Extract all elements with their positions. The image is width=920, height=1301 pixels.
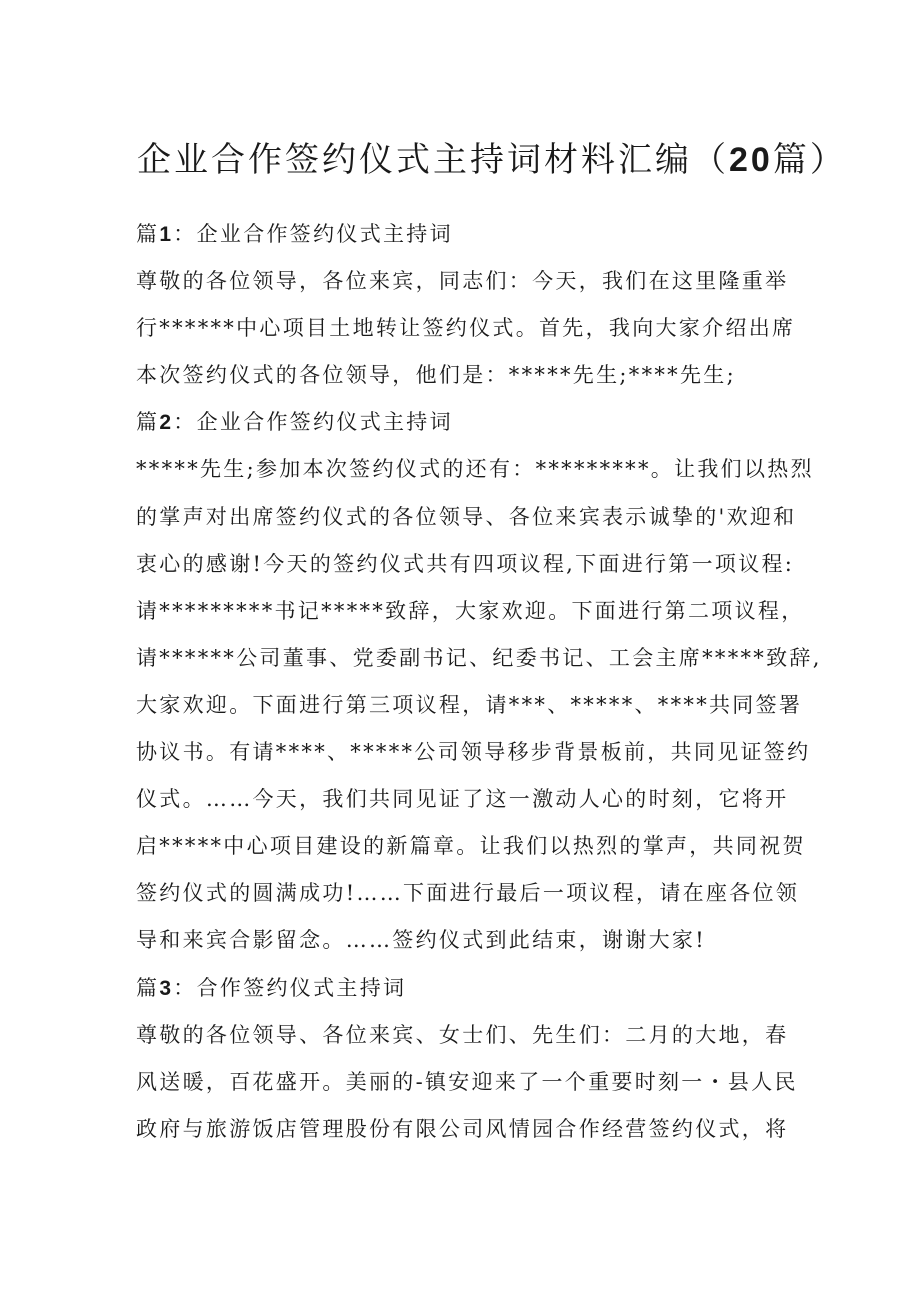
paragraph-line: 政府与旅游饭店管理股份有限公司风情园合作经营签约仪式，将 (136, 1116, 789, 1141)
section-3-paragraph (136, 1012, 798, 1153)
paragraph-line: 大家欢迎。下面进行第三项议程，请***、*****、****共同签署 (136, 692, 803, 717)
paragraph-line: 本次签约仪式的各位领导，他们是：*****先生;****先生; (136, 363, 736, 388)
paragraph-line: 衷心的感谢!今天的签约仪式共有四项议程,下面进行第一项议程: (136, 551, 795, 576)
paragraph-line: 尊敬的各位领导、各位来宾、女士们、先生们：二月的大地，春 (136, 1022, 789, 1047)
paragraph-line: 协议书。有请****、*****公司领导移步背景板前，共同见证签约 (136, 740, 811, 765)
section-2-paragraph (136, 446, 822, 964)
section-heading-1: 篇1：企业合作签约仪式主持词 (136, 222, 453, 246)
number-text: 20 (729, 141, 773, 179)
section-1-paragraph (136, 258, 798, 399)
paragraph-line: 请*********书记*****致辞，大家欢迎。下面进行第二项议程， (136, 598, 805, 623)
paragraph-line: 仪式。……今天，我们共同见证了这一激动人心的时刻，它将开 (136, 787, 789, 812)
paragraph-line: *****先生;参加本次签约仪式的还有：*********。让我们以热烈 (136, 457, 814, 482)
paragraph-line: 签约仪式的圆满成功!……下面进行最后一项议程，请在座各位领 (136, 881, 800, 906)
number-text: 3 (159, 976, 174, 1000)
paragraph-line: 风送暖，百花盛开。美丽的-镇安迎来了一个重要时刻一・县人民 (136, 1069, 798, 1094)
paragraph-line: 启*****中心项目建设的新篇章。让我们以热烈的掌声，共同祝贺 (136, 834, 806, 859)
paragraph-line: 导和来宾合影留念。……签约仪式到此结束，谢谢大家! (136, 928, 706, 953)
section-heading-3: 篇3：合作签约仪式主持词 (136, 975, 407, 1000)
number-text: 2 (159, 411, 174, 435)
number-text: 1 (159, 223, 174, 246)
paragraph-line: 尊敬的各位领导，各位来宾，同志们：今天，我们在这里隆重举 (136, 269, 789, 294)
paragraph-line: 行******中心项目土地转让签约仪式。首先，我向大家介绍出席 (136, 316, 796, 341)
paragraph-line: 请******公司董事、党委副书记、纪委书记、工会主席*****致辞, (136, 645, 822, 670)
paragraph-line: 的掌声对出席签约仪式的各位领导、各位来宾表示诚挚的'欢迎和 (136, 504, 797, 529)
section-heading-2: 篇2：企业合作签约仪式主持词 (136, 410, 453, 435)
document-body (136, 211, 822, 1153)
document-title: 企业合作签约仪式主持词材料汇编（20篇） (137, 140, 847, 180)
